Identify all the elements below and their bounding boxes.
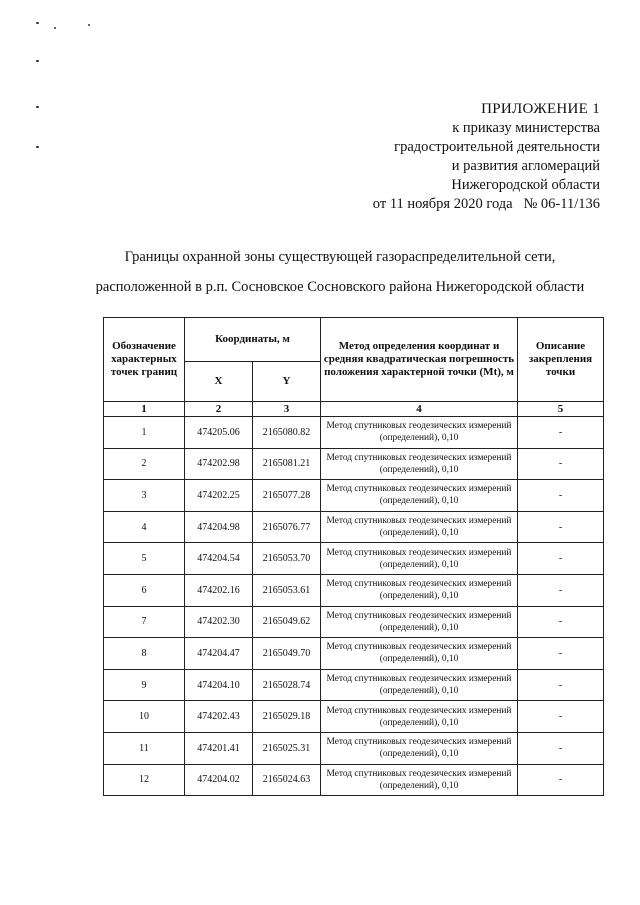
y-coordinate-cell: 2165053.70 bbox=[253, 543, 321, 575]
scan-speck bbox=[36, 22, 39, 24]
column-number: 3 bbox=[253, 402, 321, 417]
point-number-cell: 1 bbox=[104, 417, 185, 449]
appendix-order-date: от 11 ноября 2020 года № 06-11/136 bbox=[372, 196, 600, 212]
column-number: 5 bbox=[518, 402, 604, 417]
y-coordinate-cell: 2165081.21 bbox=[253, 448, 321, 480]
x-coordinate-cell: 474202.43 bbox=[185, 701, 253, 733]
y-coordinate-cell: 2165076.77 bbox=[253, 511, 321, 543]
column-number: 4 bbox=[321, 402, 518, 417]
point-number-cell: 3 bbox=[104, 480, 185, 512]
table-row bbox=[104, 543, 604, 575]
method-cell: Метод спутниковых геодезических измерений (определений), 0,10 bbox=[321, 417, 518, 449]
x-coordinate-cell: 474204.54 bbox=[185, 543, 253, 575]
table-row bbox=[104, 574, 604, 606]
table-row bbox=[104, 480, 604, 512]
description-cell: - bbox=[518, 606, 604, 638]
table-row bbox=[104, 448, 604, 480]
method-cell: Метод спутниковых геодезических измерений (определений), 0,10 bbox=[321, 764, 518, 796]
description-cell: - bbox=[518, 732, 604, 764]
table-row bbox=[104, 669, 604, 701]
header-description: Описание закрепления точки bbox=[518, 318, 604, 402]
y-coordinate-cell: 2165049.62 bbox=[253, 606, 321, 638]
header-method: Метод определения координат и средняя квадратическая погрешность положения характерной точки (Mt), м bbox=[321, 318, 518, 402]
point-number-cell: 7 bbox=[104, 606, 185, 638]
description-cell: - bbox=[518, 764, 604, 796]
x-coordinate-cell: 474204.47 bbox=[185, 638, 253, 670]
scan-speck bbox=[36, 146, 39, 148]
method-cell: Метод спутниковых геодезических измерений (определений), 0,10 bbox=[321, 606, 518, 638]
point-number-cell: 4 bbox=[104, 511, 185, 543]
table-row bbox=[104, 732, 604, 764]
table-row bbox=[104, 417, 604, 449]
coordinates-table bbox=[103, 317, 604, 796]
method-cell: Метод спутниковых геодезических измерений (определений), 0,10 bbox=[321, 732, 518, 764]
appendix-line: и развития агломераций bbox=[451, 158, 600, 174]
x-coordinate-cell: 474202.16 bbox=[185, 574, 253, 606]
scan-speck bbox=[88, 24, 90, 26]
x-coordinate-cell: 474202.98 bbox=[185, 448, 253, 480]
description-cell: - bbox=[518, 701, 604, 733]
method-cell: Метод спутниковых геодезических измерений (определений), 0,10 bbox=[321, 543, 518, 575]
point-number-cell: 9 bbox=[104, 669, 185, 701]
method-cell: Метод спутниковых геодезических измерений (определений), 0,10 bbox=[321, 669, 518, 701]
description-cell: - bbox=[518, 417, 604, 449]
y-coordinate-cell: 2165029.18 bbox=[253, 701, 321, 733]
method-cell: Метод спутниковых геодезических измерений (определений), 0,10 bbox=[321, 701, 518, 733]
point-number-cell: 11 bbox=[104, 732, 185, 764]
table-body bbox=[104, 417, 604, 796]
point-number-cell: 2 bbox=[104, 448, 185, 480]
y-coordinate-cell: 2165080.82 bbox=[253, 417, 321, 449]
x-coordinate-cell: 474202.30 bbox=[185, 606, 253, 638]
x-coordinate-cell: 474204.02 bbox=[185, 764, 253, 796]
table-row bbox=[104, 511, 604, 543]
method-cell: Метод спутниковых геодезических измерений (определений), 0,10 bbox=[321, 511, 518, 543]
header-point: Обозначение характерных точек границ bbox=[104, 318, 185, 402]
point-number-cell: 6 bbox=[104, 574, 185, 606]
method-cell: Метод спутниковых геодезических измерений (определений), 0,10 bbox=[321, 480, 518, 512]
scan-speck bbox=[54, 27, 56, 29]
point-number-cell: 12 bbox=[104, 764, 185, 796]
column-number: 2 bbox=[185, 402, 253, 417]
appendix-line: градостроительной деятельности bbox=[394, 139, 600, 155]
y-coordinate-cell: 2165049.70 bbox=[253, 638, 321, 670]
method-cell: Метод спутниковых геодезических измерений (определений), 0,10 bbox=[321, 574, 518, 606]
table-row bbox=[104, 638, 604, 670]
point-number-cell: 8 bbox=[104, 638, 185, 670]
description-cell: - bbox=[518, 480, 604, 512]
x-coordinate-cell: 474201.41 bbox=[185, 732, 253, 764]
description-cell: - bbox=[518, 638, 604, 670]
column-number: 1 bbox=[104, 402, 185, 417]
description-cell: - bbox=[518, 448, 604, 480]
table-row bbox=[104, 701, 604, 733]
x-coordinate-cell: 474202.25 bbox=[185, 480, 253, 512]
description-cell: - bbox=[518, 511, 604, 543]
y-coordinate-cell: 2165025.31 bbox=[253, 732, 321, 764]
y-coordinate-cell: 2165053.61 bbox=[253, 574, 321, 606]
appendix-line: Нижегородской области bbox=[451, 177, 600, 193]
description-cell: - bbox=[518, 543, 604, 575]
y-coordinate-cell: 2165077.28 bbox=[253, 480, 321, 512]
header-coordinates: Координаты, м bbox=[185, 318, 321, 362]
x-coordinate-cell: 474205.06 bbox=[185, 417, 253, 449]
x-coordinate-cell: 474204.10 bbox=[185, 669, 253, 701]
description-cell: - bbox=[518, 574, 604, 606]
table-row bbox=[104, 606, 604, 638]
y-coordinate-cell: 2165028.74 bbox=[253, 669, 321, 701]
scan-speck bbox=[36, 106, 39, 108]
method-cell: Метод спутниковых геодезических измерений (определений), 0,10 bbox=[321, 448, 518, 480]
appendix-header bbox=[280, 100, 600, 214]
document-title bbox=[60, 242, 620, 302]
table-row bbox=[104, 764, 604, 796]
appendix-line: к приказу министерства bbox=[452, 120, 600, 136]
y-coordinate-cell: 2165024.63 bbox=[253, 764, 321, 796]
header-y: Y bbox=[253, 362, 321, 402]
scan-speck bbox=[36, 60, 39, 62]
title-line: Границы охранной зоны существующей газораспределительной сети, bbox=[124, 249, 556, 265]
point-number-cell: 10 bbox=[104, 701, 185, 733]
point-number-cell: 5 bbox=[104, 543, 185, 575]
x-coordinate-cell: 474204.98 bbox=[185, 511, 253, 543]
description-cell: - bbox=[518, 669, 604, 701]
appendix-title: ПРИЛОЖЕНИЕ 1 bbox=[481, 101, 600, 117]
header-x: X bbox=[185, 362, 253, 402]
title-line: расположенной в р.п. Сосновское Сосновского района Нижегородской области bbox=[95, 279, 585, 295]
method-cell: Метод спутниковых геодезических измерений (определений), 0,10 bbox=[321, 638, 518, 670]
